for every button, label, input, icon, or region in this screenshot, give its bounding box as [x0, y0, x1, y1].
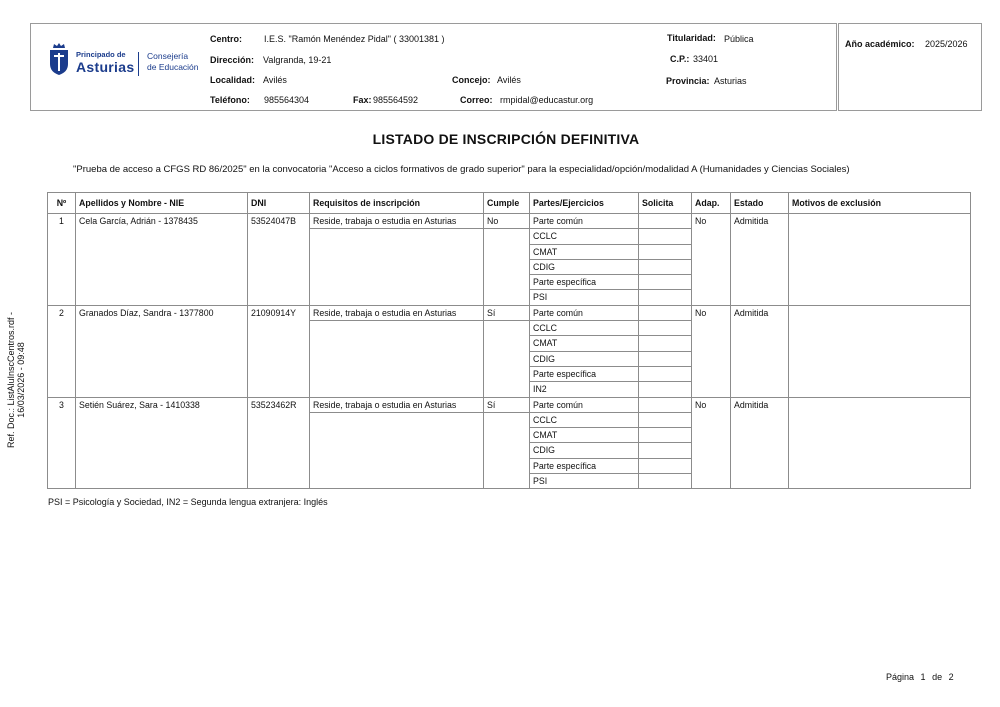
cell-estado: Admitida — [731, 397, 789, 489]
table-row — [48, 214, 971, 229]
cell-solicita — [639, 321, 692, 336]
cell-motivos — [789, 397, 971, 489]
cell-solicita — [639, 214, 692, 229]
cell-requisitos-empty — [310, 321, 484, 397]
academic-year-box — [838, 23, 982, 111]
cell-cumple: Sí — [484, 305, 530, 320]
footnote: PSI = Psicología y Sociedad, IN2 = Segunda lengua extranjera: Inglés — [48, 497, 328, 507]
cell-cumple-empty — [484, 229, 530, 305]
cell-parte: CDIG — [530, 259, 639, 274]
logo-consejeria2: de Educación — [147, 62, 199, 72]
cell-nombre: Setién Suárez, Sara - 1410338 — [76, 397, 248, 489]
telefono-label: Teléfono: — [210, 95, 250, 105]
cell-parte: Parte común — [530, 305, 639, 320]
cell-solicita — [639, 351, 692, 366]
cell-dni: 53523462R — [248, 397, 310, 489]
cell-solicita — [639, 229, 692, 244]
col-cumple: Cumple — [484, 193, 530, 214]
col-adap: Adap. — [692, 193, 731, 214]
pager-total: 2 — [948, 672, 954, 682]
cell-cumple-empty — [484, 412, 530, 488]
cell-dni: 21090914Y — [248, 305, 310, 397]
cell-solicita — [639, 244, 692, 259]
cell-parte: CCLC — [530, 321, 639, 336]
page-subtitle: "Prueba de acceso a CFGS RD 86/2025" en la convocatoria "Acceso a ciclos formativos de grado superior" para la especialidad/opción/modalidad A (Humanidades y Ciencias Sociales) — [73, 164, 850, 175]
cell-estado: Admitida — [731, 214, 789, 306]
cell-parte: CDIG — [530, 351, 639, 366]
cell-solicita — [639, 275, 692, 290]
cell-cumple: No — [484, 214, 530, 229]
centro-label: Centro: — [210, 34, 242, 44]
table-row — [48, 305, 971, 320]
logo-line2: Asturias — [76, 59, 135, 75]
cell-solicita — [639, 366, 692, 381]
provincia-label: Provincia: — [666, 76, 710, 86]
cell-motivos — [789, 214, 971, 306]
cell-parte: Parte común — [530, 397, 639, 412]
table-row — [48, 397, 971, 412]
cell-solicita — [639, 474, 692, 489]
cell-solicita — [639, 290, 692, 305]
table-header-row — [48, 193, 971, 214]
page-title: LISTADO DE INSCRIPCIÓN DEFINITIVA — [372, 131, 640, 147]
anio-label: Año académico: — [845, 39, 915, 49]
correo-value: rmpidal@educastur.org — [500, 95, 594, 105]
cell-requisitos-empty — [310, 412, 484, 488]
col-motivos: Motivos de exclusión — [789, 193, 971, 214]
col-num: Nº — [48, 193, 76, 214]
cell-requisitos: Reside, trabaja o estudia en Asturias — [310, 305, 484, 320]
cell-solicita — [639, 382, 692, 397]
cell-parte: PSI — [530, 474, 639, 489]
logo-consejeria1: Consejería — [147, 51, 189, 61]
localidad-value: Avilés — [263, 75, 287, 85]
telefono-value: 985564304 — [264, 95, 310, 105]
document-reference: Ref. Doc.: ListAluInscCentros.rdf - 16/03/2026 - 09:48 — [6, 311, 26, 449]
col-solicita: Solicita — [639, 193, 692, 214]
pager-current: 1 — [920, 672, 926, 682]
correo-label: Correo: — [460, 95, 493, 105]
cell-solicita — [639, 458, 692, 473]
cell-cumple: Sí — [484, 397, 530, 412]
cell-parte: Parte específica — [530, 275, 639, 290]
cell-estado: Admitida — [731, 305, 789, 397]
cell-solicita — [639, 397, 692, 412]
cp-label: C.P.: — [670, 54, 690, 64]
concejo-label: Concejo: — [452, 75, 491, 85]
cell-parte: CCLC — [530, 229, 639, 244]
concejo-value: Avilés — [497, 75, 521, 85]
cell-parte: CCLC — [530, 412, 639, 427]
cell-adap: No — [692, 397, 731, 489]
cell-num: 2 — [48, 305, 76, 397]
centro-value: I.E.S. "Ramón Menéndez Pidal" ( 33001381 ) — [264, 34, 445, 44]
col-dni: DNI — [248, 193, 310, 214]
cell-solicita — [639, 259, 692, 274]
pager-label: Página — [886, 672, 915, 682]
titularidad-value: Pública — [724, 34, 754, 44]
cell-adap: No — [692, 305, 731, 397]
cell-parte: Parte específica — [530, 366, 639, 381]
col-partes: Partes/Ejercicios — [530, 193, 639, 214]
localidad-label: Localidad: — [210, 75, 256, 85]
inscription-table — [47, 192, 971, 489]
cell-dni: 53524047B — [248, 214, 310, 306]
pagination — [886, 672, 958, 682]
cell-motivos — [789, 305, 971, 397]
provincia-value: Asturias — [714, 76, 747, 86]
titularidad-label: Titularidad: — [667, 33, 716, 43]
anio-value: 2025/2026 — [925, 39, 968, 49]
cell-parte: Parte común — [530, 214, 639, 229]
cell-num: 1 — [48, 214, 76, 306]
cell-solicita — [639, 443, 692, 458]
direccion-value: Valgranda, 19-21 — [263, 55, 332, 65]
pager-of: de — [932, 672, 943, 682]
col-estado: Estado — [731, 193, 789, 214]
fax-value: 985564592 — [373, 95, 419, 105]
cell-parte: Parte específica — [530, 458, 639, 473]
principado-logo — [48, 42, 213, 78]
cell-requisitos-empty — [310, 229, 484, 305]
cell-parte: PSI — [530, 290, 639, 305]
cell-parte: IN2 — [530, 382, 639, 397]
col-nombre: Apellidos y Nombre - NIE — [76, 193, 248, 214]
cell-solicita — [639, 305, 692, 320]
cell-requisitos: Reside, trabaja o estudia en Asturias — [310, 397, 484, 412]
cell-parte: CMAT — [530, 244, 639, 259]
cell-solicita — [639, 428, 692, 443]
cell-cumple-empty — [484, 321, 530, 397]
cell-num: 3 — [48, 397, 76, 489]
col-requisitos: Requisitos de inscripción — [310, 193, 484, 214]
cell-solicita — [639, 336, 692, 351]
logo-line1: Principado de — [76, 50, 126, 59]
fax-label: Fax: — [353, 95, 372, 105]
cell-parte: CDIG — [530, 443, 639, 458]
cell-adap: No — [692, 214, 731, 306]
cell-nombre: Cela García, Adrián - 1378435 — [76, 214, 248, 306]
cp-value: 33401 — [693, 54, 719, 64]
logo-divider — [138, 52, 139, 76]
direccion-label: Dirección: — [210, 55, 255, 65]
cell-parte: CMAT — [530, 336, 639, 351]
cell-solicita — [639, 412, 692, 427]
asturias-shield-icon — [48, 42, 70, 76]
cell-nombre: Granados Díaz, Sandra - 1377800 — [76, 305, 248, 397]
cell-requisitos: Reside, trabaja o estudia en Asturias — [310, 214, 484, 229]
cell-parte: CMAT — [530, 428, 639, 443]
